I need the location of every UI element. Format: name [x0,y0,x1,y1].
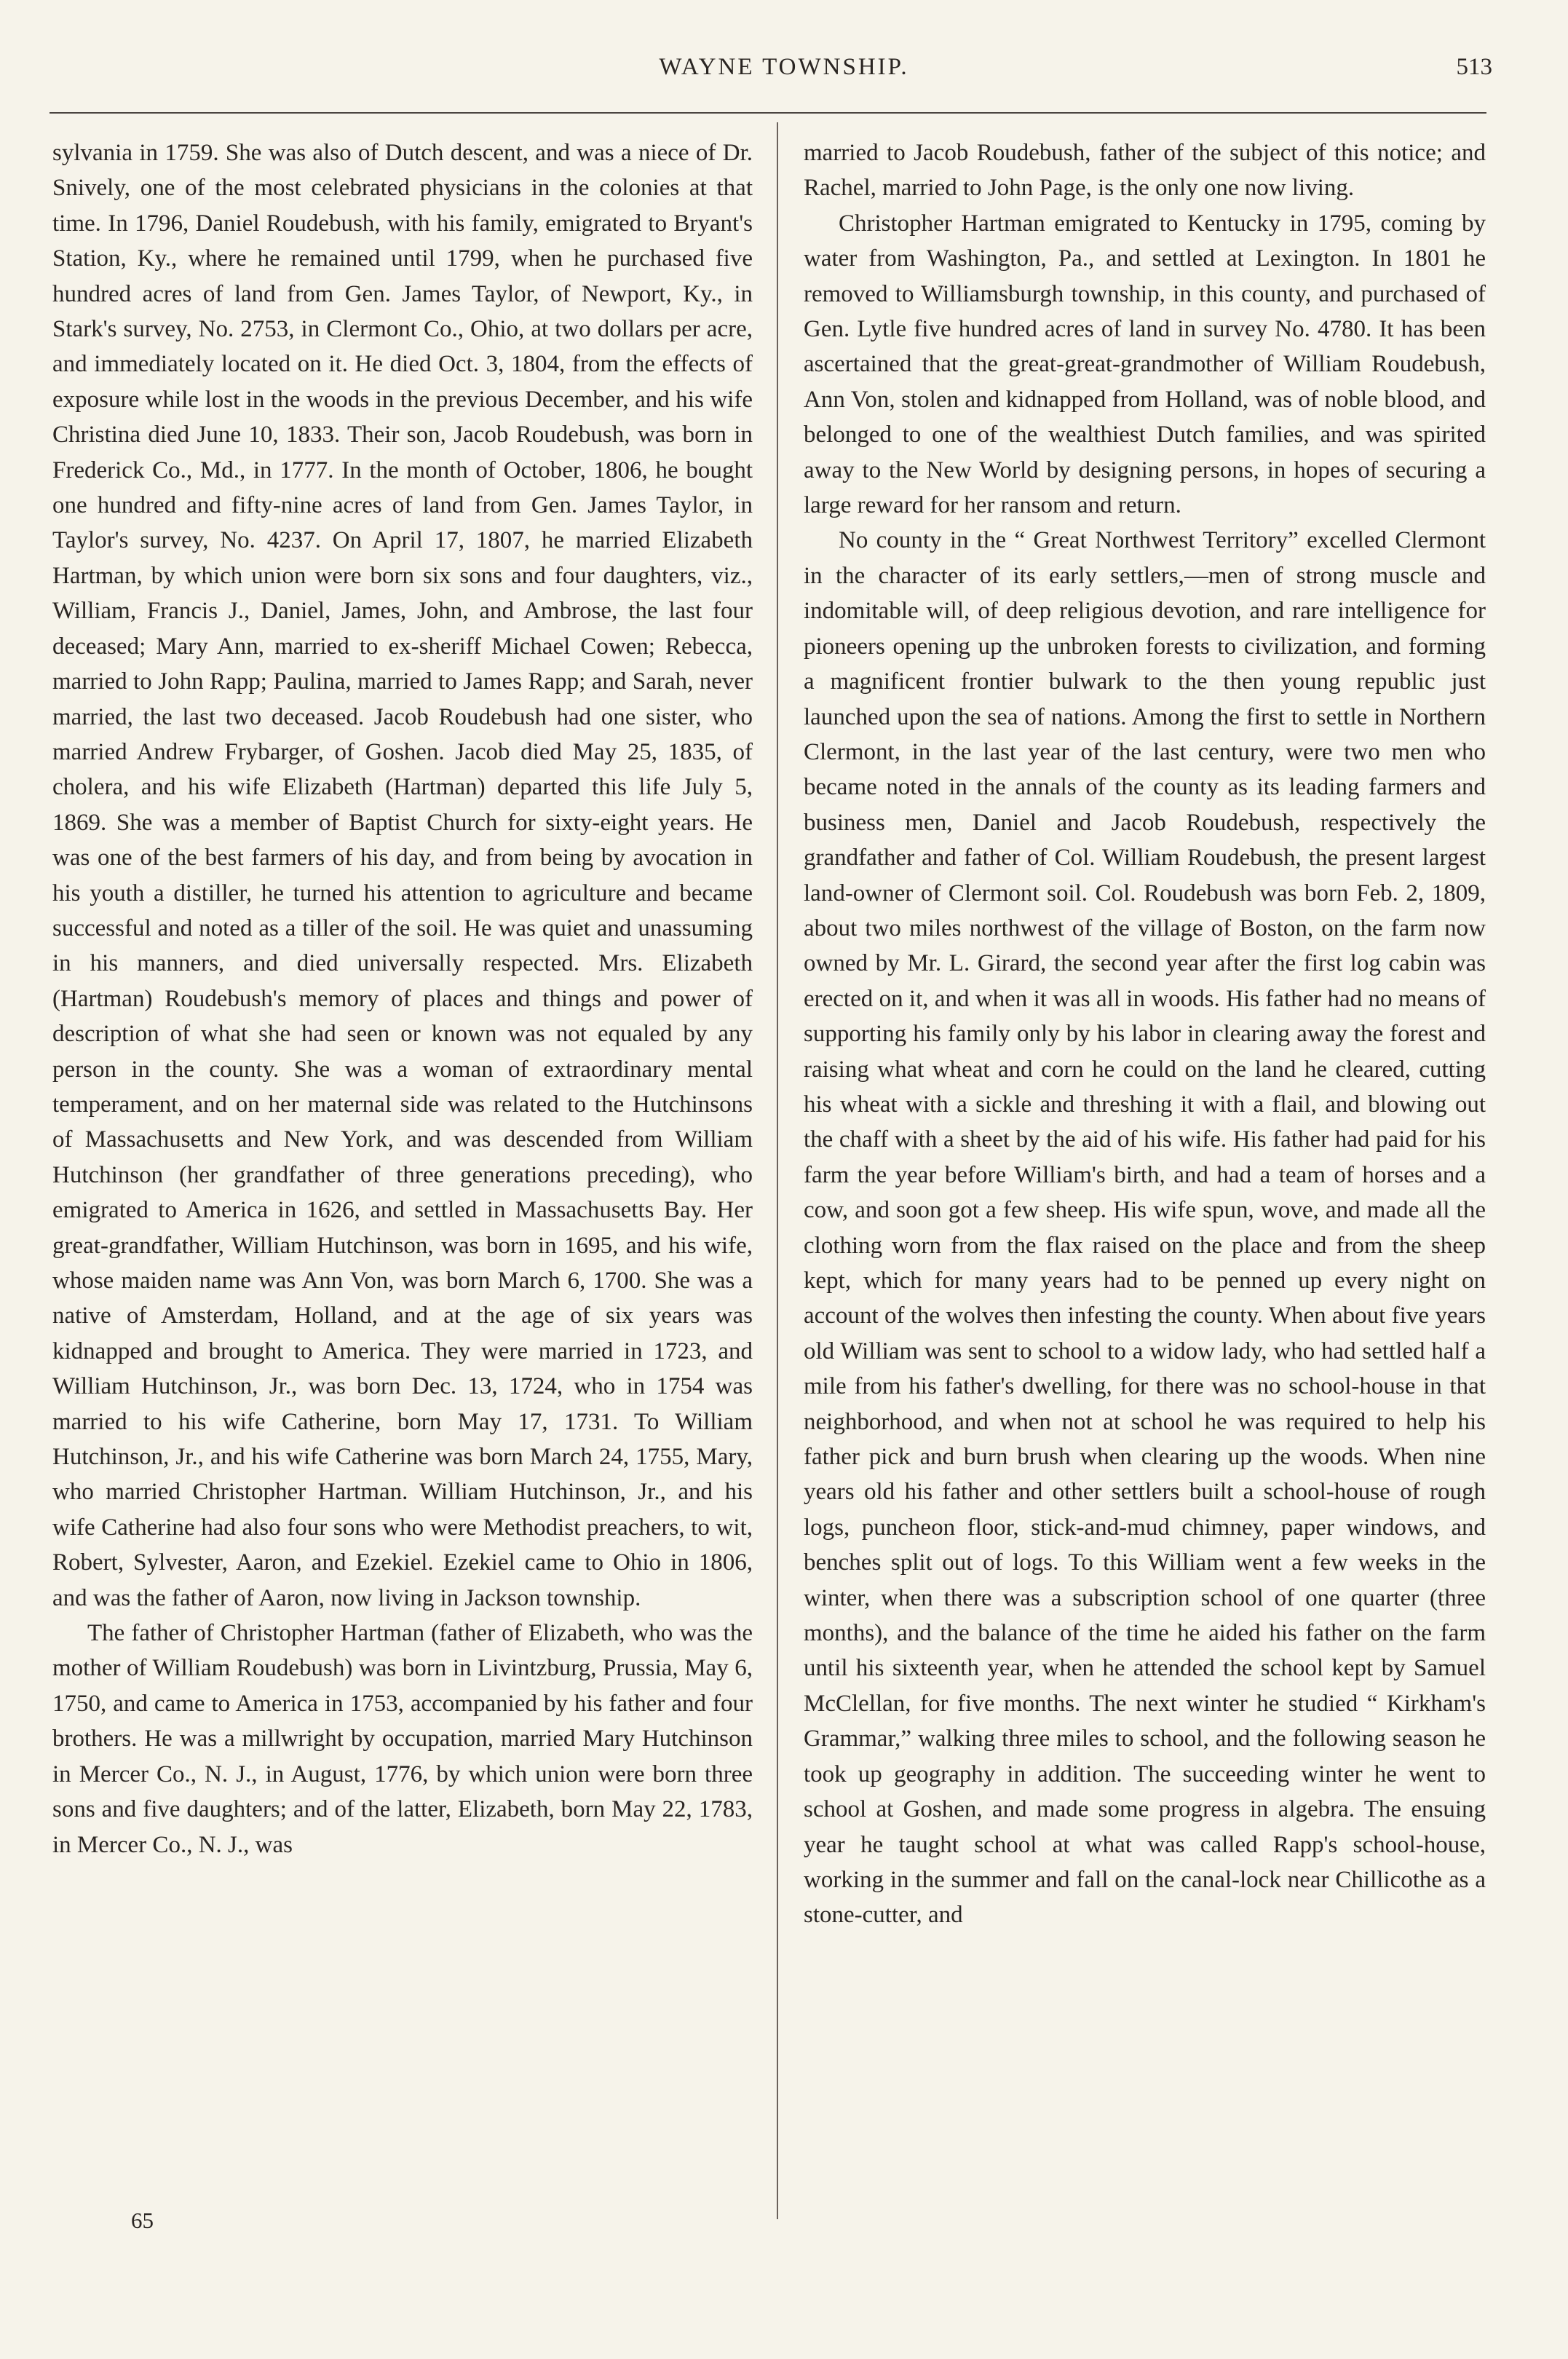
paragraph: married to Jacob Roudebush, father of the subject of this notice; and Rachel, married to John Page, is the only one now living. [804,140,1486,202]
column-divider [777,122,778,2219]
right-column [804,135,1486,1933]
page-number: 513 [1456,54,1492,80]
page-title: WAYNE TOWNSHIP. [659,54,909,80]
paragraph: No county in the “ Great Northwest Territory” excelled Clermont in the character of its early settlers,—men of strong muscle and indomitable will, of deep religious devotion, and rare intelligence for pioneers opening up the unbroken forests to civilization, and forming a magnificent frontier bulwark to the then young republic just launched upon the sea of nations. Among the first to settle in Northern Clermont, in the last year of the last century, were two men who became noted in the annals of the county as its leading farmers and business men, Daniel and Jacob Roudebush, respectively the grandfather and father of Col. William Roudebush, the present largest land-owner of Clermont soil. Col. Roudebush was born Feb. 2, 1809, about two miles northwest of the village of Boston, on the farm now owned by Mr. L. Girard, the second year after the first log cabin was erected on it, and when it was all in woods. His father had no means of supporting his family only by his labor in clearing away the forest and raising what wheat and corn he could on the land he cleared, cutting his wheat with a sickle and threshing it with a flail, and blowing out the chaff with a sheet by the aid of his wife. His father had paid for his farm the year before William's birth, and had a team of horses and a cow, and soon got a few sheep. His wife spun, wove, and made all the clothing worn from the flax raised on the place and from the sheep kept, which for many years had to be penned up every night on account of the wolves then infesting the county. When about five years old William was sent to school to a widow lady, who had settled half a mile from his father's dwelling, for there was no school-house in that neighborhood, and when not at school he was required to help his father pick and burn brush when clearing up the woods. When nine years old his father and other settlers built a school-house of rough logs, puncheon floor, stick-and-mud chimney, paper windows, and benches split out of logs. To this William went a few weeks in the winter, when there was a subscription school of one quarter (three months), and the balance of the time he aided his father on the farm until his sixteenth year, when he attended the school kept by Samuel McClellan, for five months. The next winter he studied “ Kirkham's Grammar,” walking three miles to school, and the following season he took up geography in addition. The succeeding winter he went to school at Goshen, and made some progress in algebra. The ensuing year he taught school at what was called Rapp's school-house, working in the summer and fall on the canal-lock near Chillicothe as a stone-cutter, and [804,527,1486,1929]
paragraph: sylvania in 1759. She was also of Dutch descent, and was a niece of Dr. Snively, one of the most celebrated physicians in the colonies at that time. In 1796, Daniel Roudebush, with his family, emigrated to Bryant's Station, Ky., where he remained until 1799, when he purchased five hundred acres of land from Gen. James Taylor, of Newport, Ky., in Stark's survey, No. 2753, in Clermont Co., Ohio, at two dollars per acre, and immediately located on it. He died Oct. 3, 1804, from the effects of exposure while lost in the woods in the previous December, and his wife Christina died June 10, 1833. Their son, Jacob Roudebush, was born in Frederick Co., Md., in 1777. In the month of October, 1806, he bought one hundred and fifty-nine acres of land from Gen. James Taylor, in Taylor's survey, No. 4237. On April 17, 1807, he married Elizabeth Hartman, by which union were born six sons and four daughters, viz., William, Francis J., Daniel, James, John, and Ambrose, the last four deceased; Mary Ann, married to ex-sheriff Michael Cowen; Rebecca, married to John Rapp; Paulina, married to James Rapp; and Sarah, never married, the last two deceased. Jacob Roudebush had one sister, who married Andrew Frybarger, of Goshen. Jacob died May 25, 1835, of cholera, and his wife Elizabeth (Hartman) departed this life July 5, 1869. She was a member of Baptist Church for sixty-eight years. He was one of the best farmers of his day, and from being by avocation in his youth a distiller, he turned his attention to agriculture and became successful and noted as a tiller of the soil. He was quiet and unassuming in his manners, and died universally respected. Mrs. Elizabeth (Hartman) Roudebush's memory of places and things and power of description of what she had seen or known was not equaled by any person in the county. She was a woman of extraordinary mental temperament, and on her maternal side was related to the Hutchinsons of Massachusetts and New York, and was descended from William Hutchinson (her grandfather of three generations preceding), who emigrated to America in 1626, and settled in Massachusetts Bay. Her great-grandfather, William Hutchinson, was born in 1695, and his wife, whose maiden name was Ann Von, was born March 6, 1700. She was a native of Amsterdam, Holland, and at the age of six years was kidnapped and brought to America. They were married in 1723, and William Hutchinson, Jr., was born Dec. 13, 1724, who in 1754 was married to his wife Catherine, born May 17, 1731. To William Hutchinson, Jr., and his wife Catherine was born March 24, 1755, Mary, who married Christopher Hartman. William Hutchinson, Jr., and his wife Catherine had also four sons who were Methodist preachers, to wit, Robert, Sylvester, Aaron, and Ezekiel. Ezekiel came to Ohio in 1806, and was the father of Aaron, now living in Jackson township. [52,140,753,1611]
paragraph: The father of Christopher Hartman (father of Elizabeth, who was the mother of William Roudebush) was born in Livintzburg, Prussia, May 6, 1750, and came to America in 1753, accompanied by his father and four brothers. He was a millwright by occupation, married Mary Hutchinson in Mercer Co., N. J., in August, 1776, by which union were born three sons and five daughters; and of the latter, Elizabeth, born May 22, 1783, in Mercer Co., N. J., was [52,1620,753,1858]
signature-mark: 65 [131,2208,154,2233]
paragraph: Christopher Hartman emigrated to Kentucky in 1795, coming by water from Washington, Pa., and settled at Lexington. In 1801 he removed to Williamsburgh township, in this county, and purchased of Gen. Lytle five hundred acres of land in survey No. 4780. It has been ascertained that the great-great-grandmother of William Roudebush, Ann Von, stolen and kidnapped from Holland, was of noble blood, and belonged to one of the wealthiest Dutch families, and was spirited away to the New World by designing persons, in hopes of securing a large reward for her ransom and return. [804,210,1486,519]
left-column [52,135,753,1862]
header-rule [50,112,1486,114]
